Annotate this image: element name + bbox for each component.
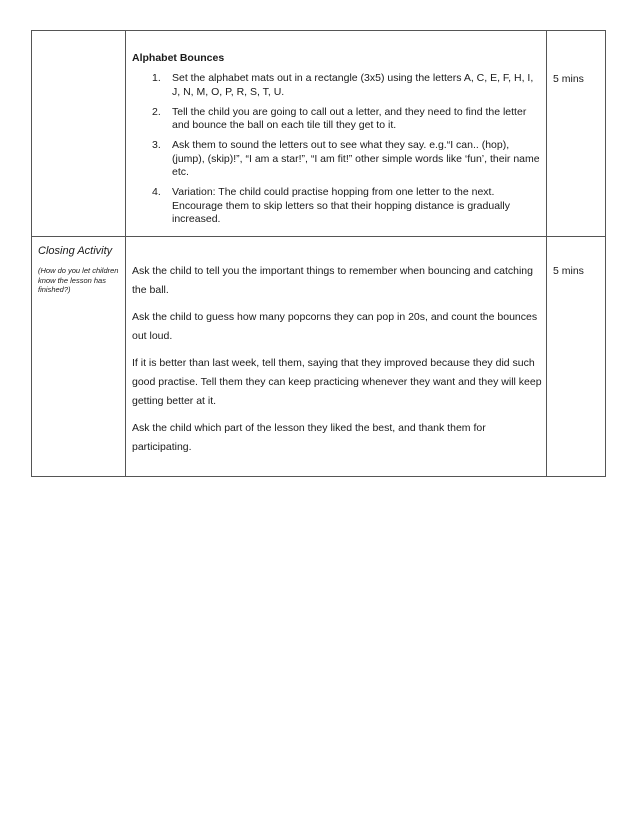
step-number: 4. bbox=[152, 186, 161, 198]
closing-activity-label: Closing Activity bbox=[38, 245, 113, 257]
closing-paragraph: Ask the child which part of the lesson they liked the best, and thank them for participating. bbox=[132, 422, 486, 453]
step-text: Set the alphabet mats out in a rectangle (3x5) using the letters A, C, E, F, H, I, J, N, M, O, P, R, S, T, U. bbox=[172, 72, 534, 98]
step-number: 2. bbox=[152, 105, 161, 118]
closing-paragraph: Ask the child to guess how many popcorns they can pop in 20s, and count the bounces out loud. bbox=[132, 311, 538, 342]
lesson-plan-table bbox=[31, 30, 606, 477]
closing-paragraph: If it is better than last week, tell them, saying that they improved because they did such good practise. Tell them they can keep practicing whenever they want and they will keep getting better at it. bbox=[132, 357, 542, 407]
step-item bbox=[152, 72, 542, 99]
column-divider-left bbox=[125, 31, 126, 476]
step-text: Variation: The child could practise hopping from one letter to the next. Encourage them to skip letters so that their hopping distance is gradually increased. bbox=[172, 186, 510, 225]
step-number: 3. bbox=[152, 139, 161, 151]
step-number: 1. bbox=[152, 72, 161, 84]
column-divider-right bbox=[546, 31, 547, 476]
step-text: Ask them to sound the letters out to see what they say. e.g.“I can.. (hop), (jump), (skip)!”, “I am a star!”, “I am fit!” other simple words like ‘fun’, their name etc. bbox=[172, 139, 540, 178]
closing-paragraph: Ask the child to tell you the important things to remember when bouncing and catching the ball. bbox=[132, 265, 533, 296]
activity-title: Alphabet Bounces bbox=[132, 52, 225, 64]
step-item bbox=[152, 186, 542, 227]
closing-activity-note: (How do you let children know the lesson has finished?) bbox=[38, 266, 119, 294]
row-divider bbox=[32, 236, 605, 237]
activity-steps bbox=[152, 72, 542, 233]
activity-duration: 5 mins bbox=[553, 73, 584, 85]
step-item bbox=[152, 139, 542, 180]
closing-duration: 5 mins bbox=[553, 265, 584, 277]
step-item bbox=[152, 106, 542, 133]
closing-activity-content bbox=[132, 262, 544, 465]
step-text: Tell the child you are going to call out a letter, and they need to find the letter and bounce the ball on each tile till they get to it. bbox=[172, 105, 527, 131]
